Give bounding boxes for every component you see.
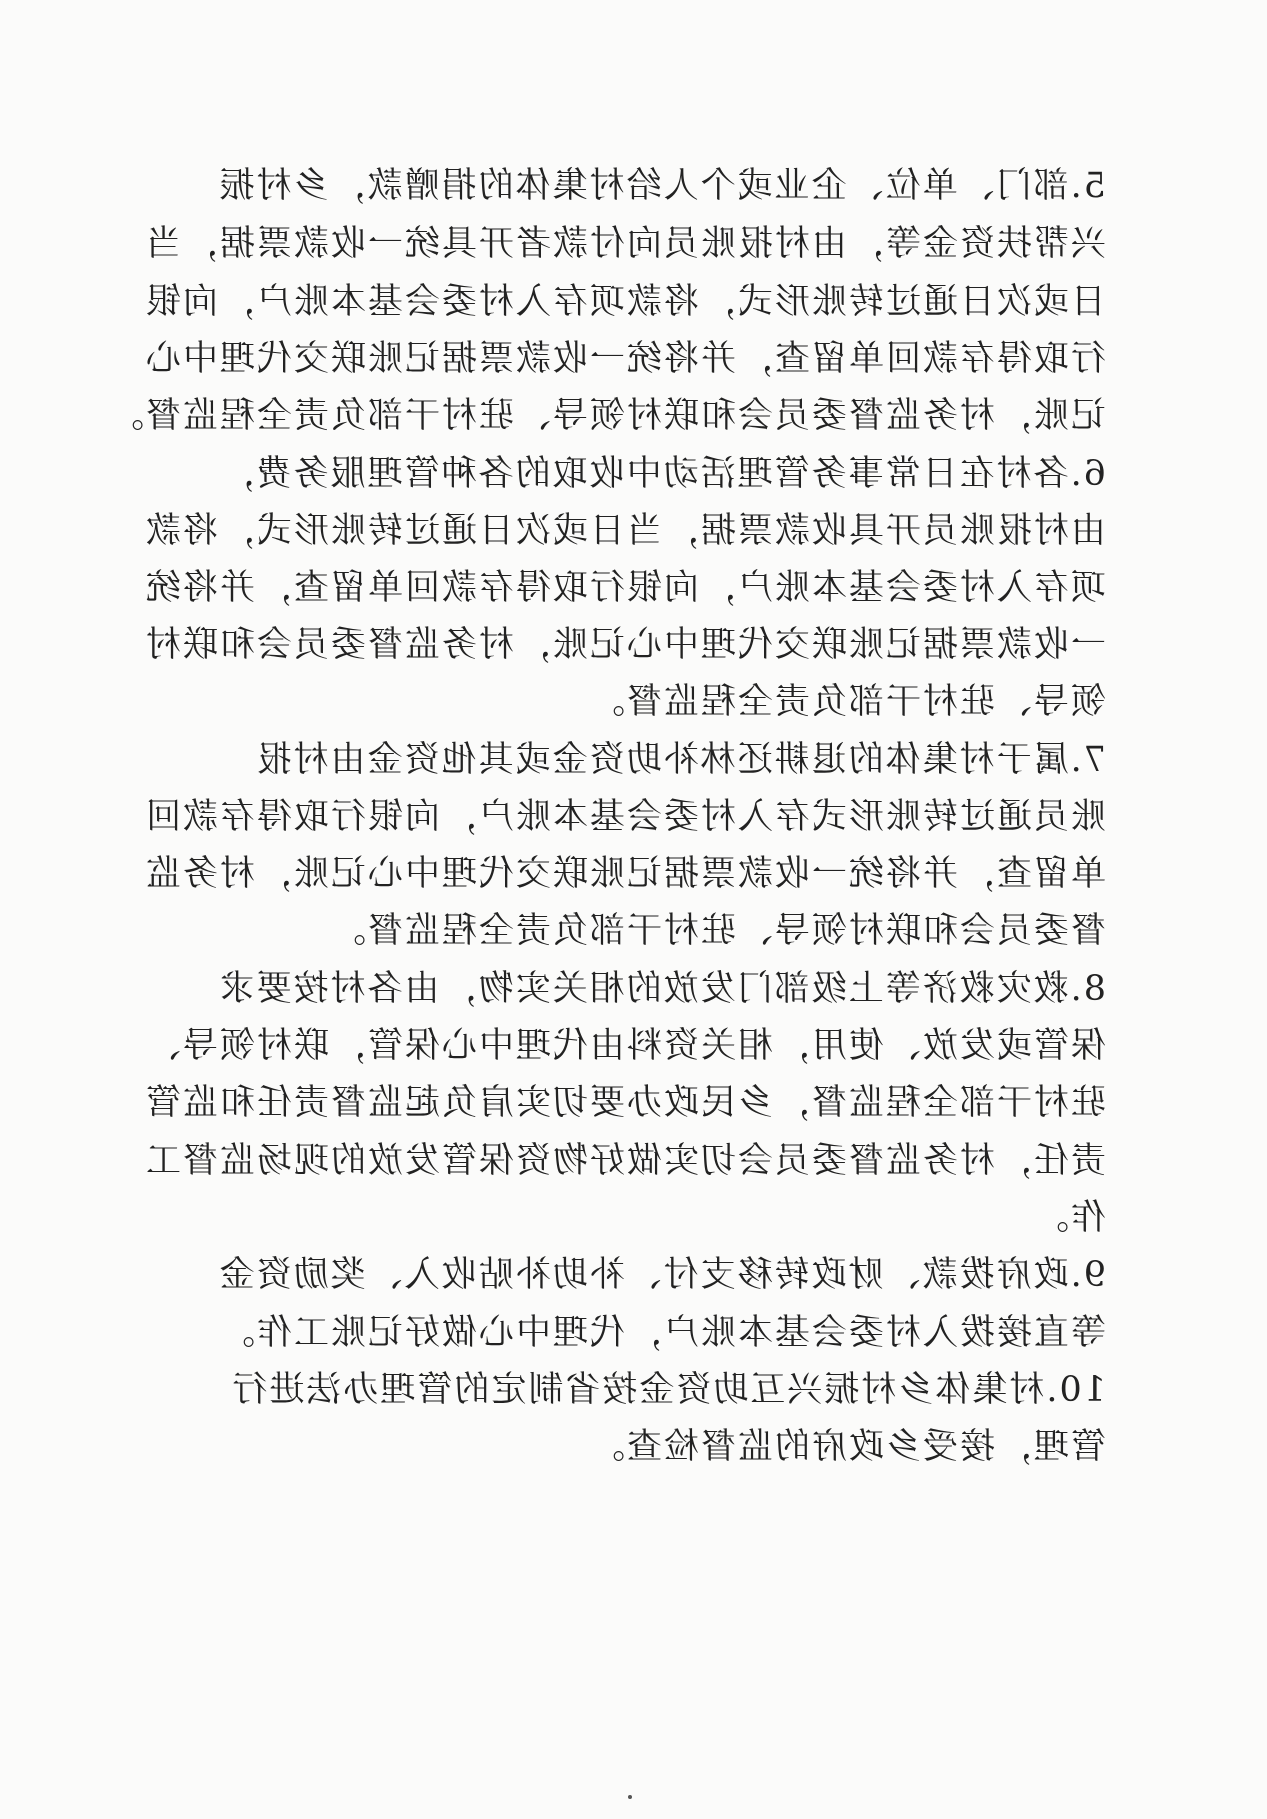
text-line: 由村报账员开具收款票据，当日或次日通过转账形式，将款 <box>143 511 1106 551</box>
text-line: 5.部门、单位、企业或个人给村集体的捐赠款，乡村振 <box>217 166 1106 206</box>
text-line: 保管或发放、使用，相关资料由代理中心保管，联村领导、 <box>143 1026 1106 1066</box>
text-line: 驻村干部全程监督，乡民政办要切实肩负起监督责任和监管 <box>143 1083 1106 1123</box>
text-line: 督委员会和联村领导、驻村干部负责全程监督。 <box>328 911 1106 951</box>
text-line: 等直接拨入村委会基本账户，代理中心做好记账工作。 <box>217 1313 1106 1353</box>
text-line: 管理，接受乡政府的监督检查。 <box>587 1427 1106 1467</box>
text-line: 8.救灾救济等上级部门发放的相关实物，由各村按要求 <box>217 969 1106 1009</box>
text-line: 日或次日通过转账形式，将款项存入村委会基本账户，向银 <box>143 282 1106 322</box>
text-line: 行取得存款回单留查，并将统一收款票据记账联交代理中心 <box>143 339 1106 379</box>
text-line: 7.属于村集体的退耕还林补助资金或其他资金由村报 <box>254 740 1106 780</box>
text-line: 项存入村委会基本账户，向银行取得存款回单留查，并将统 <box>143 568 1106 608</box>
text-line: 责任，村务监督委员会切实做好物资保管发放的现场监督工 <box>143 1141 1106 1181</box>
text-line: 账员通过转账形式存入村委会基本账户，向银行取得存款回 <box>143 797 1106 837</box>
text-line: 6.各村在日常事务管理活动中收取的各种管理服务费， <box>217 454 1106 494</box>
text-line: 作。 <box>1031 1198 1106 1238</box>
scan-speck <box>628 1795 632 1799</box>
text-line: 10.村集体乡村振兴互助资金按省制定的管理办法进行 <box>230 1370 1106 1410</box>
text-line: 记账，村务监督委员会和联村领导、驻村干部负责全程监督。 <box>106 396 1106 436</box>
text-line: 一收款票据记账联交代理中心记账，村务监督委员会和联村 <box>143 625 1106 665</box>
text-line: 兴帮扶资金等，由村报账员向付款者开具统一收款票据，当 <box>143 224 1106 264</box>
text-line: 9.政府拨款、财政转移支付、补助补贴收入、奖励资金 <box>217 1255 1106 1295</box>
text-line: 领导、驻村干部负责全程监督。 <box>587 682 1106 722</box>
text-line: 单留查，并将统一收款票据记账联交代理中心记账，村务监 <box>143 854 1106 894</box>
